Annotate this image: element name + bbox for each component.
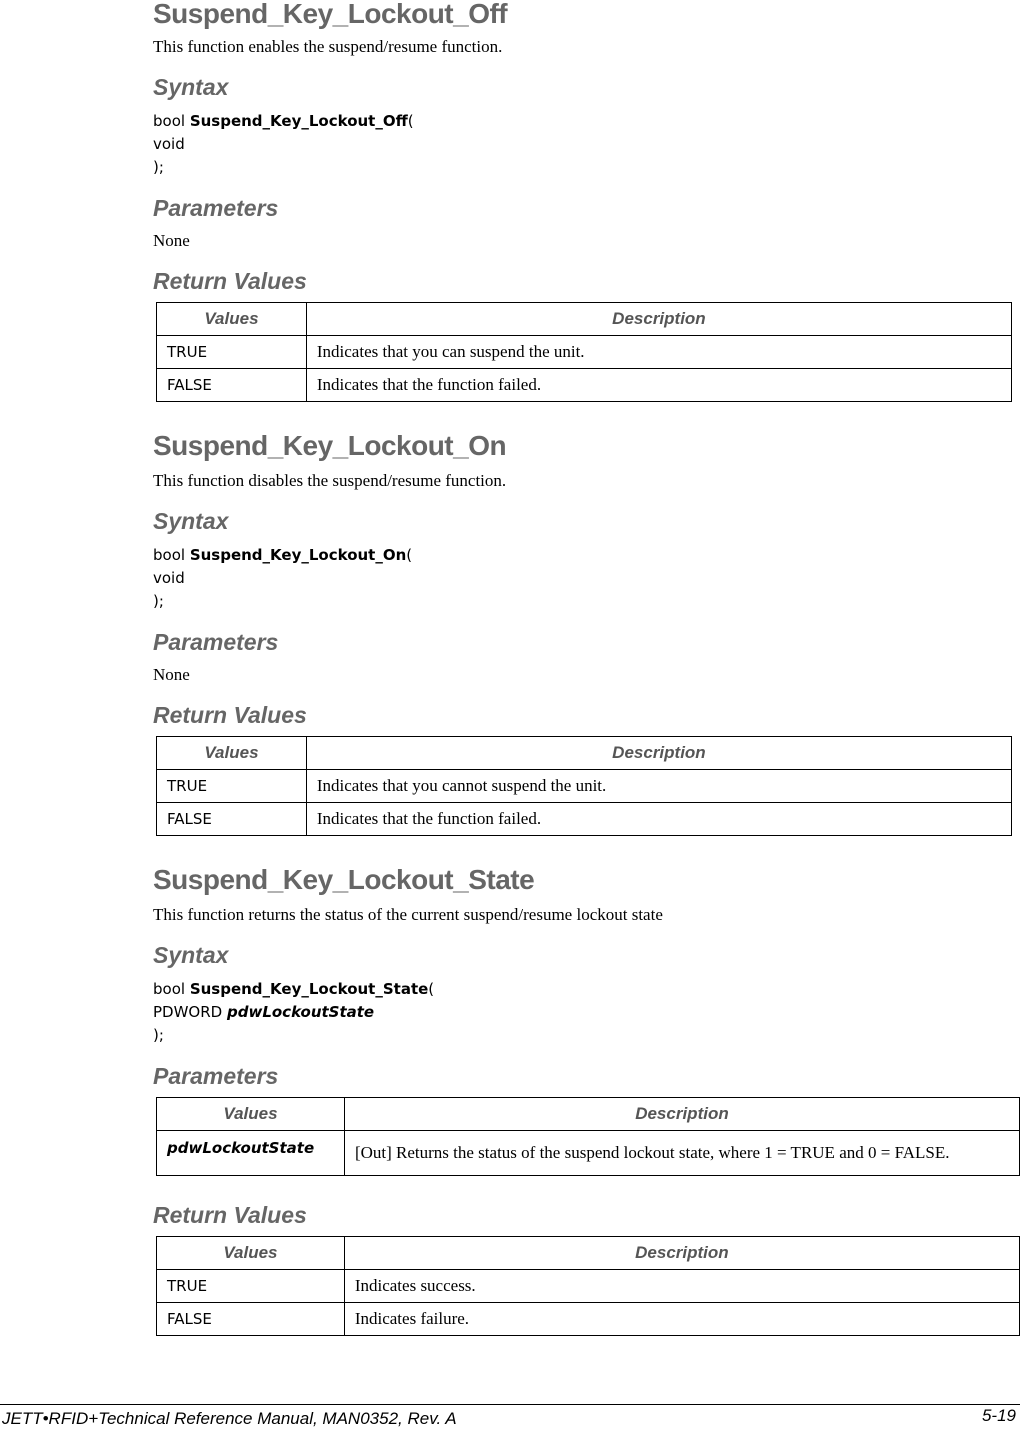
description-cell: Indicates that the function failed.	[306, 803, 1011, 836]
table-row	[157, 803, 1012, 836]
table-header: Description	[306, 303, 1011, 336]
syntax-param: void	[153, 569, 185, 587]
value-cell: FALSE	[157, 1303, 345, 1336]
table-header: Values	[157, 1237, 345, 1270]
description-cell: Indicates that the function failed.	[306, 369, 1011, 402]
footer-page-number: 5-19	[981, 1406, 1016, 1425]
parameters-heading: Parameters	[153, 629, 279, 655]
syntax-heading: Syntax	[153, 942, 229, 968]
syntax-param: void	[153, 135, 185, 153]
table-row	[157, 1131, 1020, 1176]
table-header-row	[157, 1098, 1020, 1131]
syntax-line	[153, 980, 434, 998]
param-type: PDWORD	[153, 1003, 227, 1021]
table-row	[157, 770, 1012, 803]
table-header: Description	[306, 737, 1011, 770]
open-paren: (	[406, 546, 413, 564]
value-cell: pdwLockoutState	[157, 1131, 345, 1176]
table-header: Description	[344, 1098, 1019, 1131]
return-values-table	[156, 736, 1012, 836]
syntax-heading: Syntax	[153, 508, 229, 534]
parameters-text: None	[153, 665, 190, 684]
section-description: This function returns the status of the current suspend/resume lockout state	[153, 905, 663, 924]
parameters-table	[156, 1097, 1020, 1176]
syntax-close: );	[153, 158, 164, 176]
return-type: bool	[153, 112, 190, 130]
return-values-table	[156, 1236, 1020, 1336]
table-row	[157, 1303, 1020, 1336]
table-header-row	[157, 1237, 1020, 1270]
param-name: pdwLockoutState	[226, 1003, 375, 1021]
parameters-heading: Parameters	[153, 1063, 279, 1089]
return-values-heading: Return Values	[153, 1202, 307, 1228]
section-description: This function enables the suspend/resume function.	[153, 37, 503, 56]
function-name: Suspend_Key_Lockout_On	[189, 546, 407, 564]
syntax-close: );	[153, 592, 164, 610]
syntax-close: );	[153, 1026, 164, 1044]
table-header: Values	[157, 1098, 345, 1131]
open-paren: (	[407, 112, 414, 130]
description-cell: [Out] Returns the status of the suspend lockout state, where 1 = TRUE and 0 = FALSE.	[344, 1131, 1019, 1176]
value-cell: TRUE	[157, 336, 307, 369]
section-description: This function disables the suspend/resume function.	[153, 471, 507, 490]
open-paren: (	[428, 980, 435, 998]
syntax-heading: Syntax	[153, 74, 229, 100]
table-row	[157, 1270, 1020, 1303]
function-name: Suspend_Key_Lockout_Off	[189, 112, 408, 130]
value-cell: FALSE	[157, 803, 307, 836]
description-cell: Indicates success.	[344, 1270, 1019, 1303]
description-cell: Indicates that you can suspend the unit.	[306, 336, 1011, 369]
value-cell: TRUE	[157, 1270, 345, 1303]
description-cell: Indicates failure.	[344, 1303, 1019, 1336]
footer-manual-title: JETT•RFID+Technical Reference Manual, MAN0352, Rev. A	[2, 1409, 457, 1428]
return-type: bool	[153, 980, 190, 998]
return-values-heading: Return Values	[153, 268, 307, 294]
section-title-lockout-on: Suspend_Key_Lockout_On	[153, 430, 507, 461]
function-name: Suspend_Key_Lockout_State	[189, 980, 429, 998]
parameters-text: None	[153, 231, 190, 250]
return-values-heading: Return Values	[153, 702, 307, 728]
footer-divider	[0, 1404, 1020, 1405]
table-header-row	[157, 737, 1012, 770]
parameters-heading: Parameters	[153, 195, 279, 221]
table-row	[157, 336, 1012, 369]
table-row	[157, 369, 1012, 402]
value-cell: FALSE	[157, 369, 307, 402]
section-title-lockout-state: Suspend_Key_Lockout_State	[153, 864, 535, 895]
syntax-line	[153, 546, 412, 564]
table-header: Description	[344, 1237, 1019, 1270]
table-header: Values	[157, 303, 307, 336]
description-cell: Indicates that you cannot suspend the unit.	[306, 770, 1011, 803]
value-cell: TRUE	[157, 770, 307, 803]
syntax-line	[153, 112, 414, 130]
table-header: Values	[157, 737, 307, 770]
return-type: bool	[153, 546, 190, 564]
section-title-lockout-off: Suspend_Key_Lockout_Off	[153, 0, 508, 29]
table-header-row	[157, 303, 1012, 336]
syntax-param	[153, 1003, 374, 1021]
return-values-table	[156, 302, 1012, 402]
